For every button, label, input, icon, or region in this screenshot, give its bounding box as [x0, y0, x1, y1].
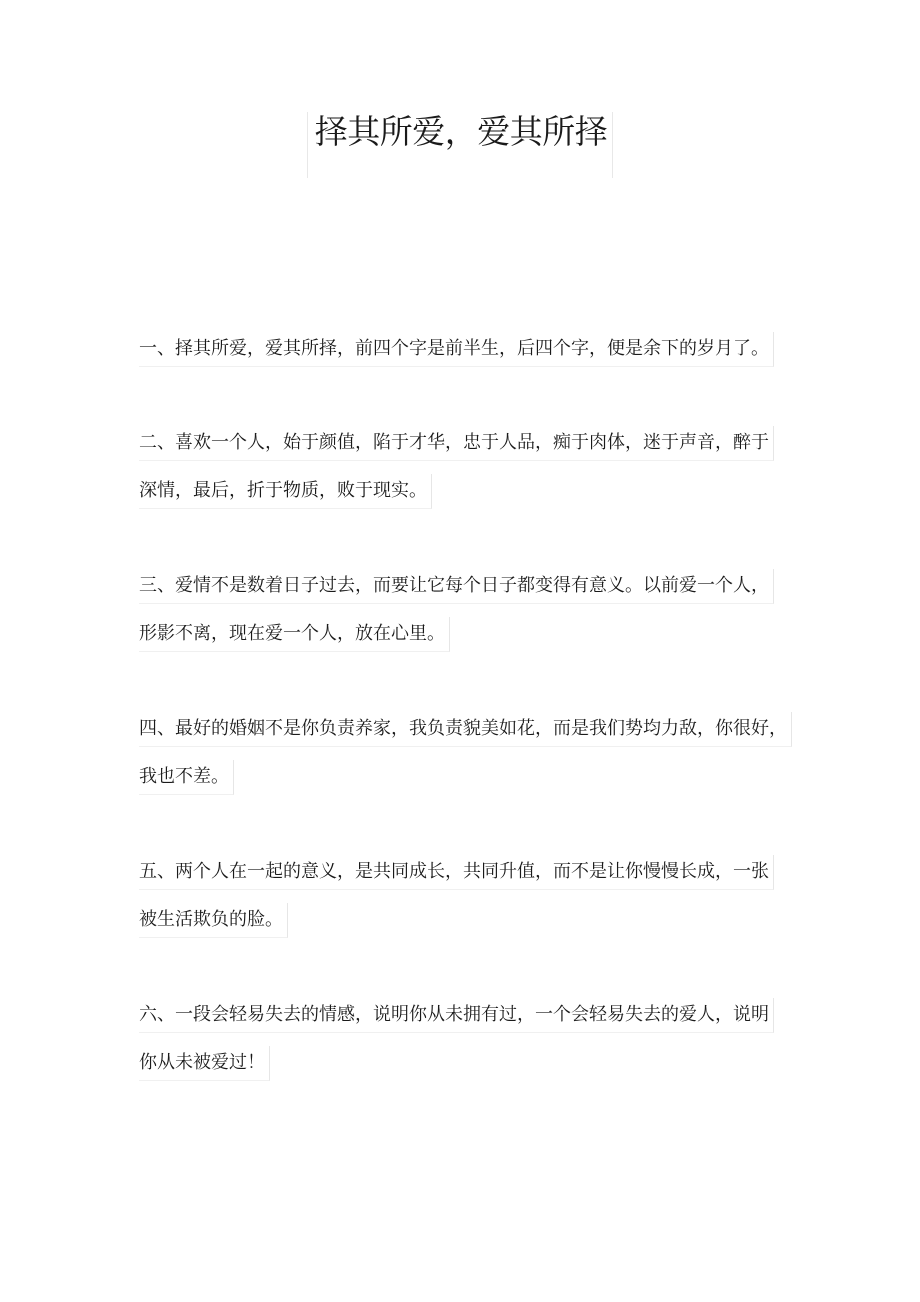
paragraph-3	[139, 562, 799, 658]
paragraph-line: 形影不离，现在爱一个人，放在心里。	[139, 617, 450, 652]
paragraph-1	[139, 325, 799, 373]
paragraph-6	[139, 991, 799, 1087]
paragraph-line: 二、喜欢一个人，始于颜值，陷于才华，忠于人品，痴于肉体，迷于声音，醉于	[139, 426, 774, 461]
paragraph-line: 被生活欺负的脸。	[139, 903, 288, 938]
paragraph-line: 五、两个人在一起的意义，是共同成长，共同升值，而不是让你慢慢长成，一张	[139, 855, 774, 890]
title-box	[307, 112, 613, 178]
paragraph-line: 一、择其所爱，爱其所择，前四个字是前半生，后四个字，便是余下的岁月了。	[139, 332, 774, 367]
page-title: 择其所爱，爱其所择	[314, 112, 608, 151]
paragraph-line: 四、最好的婚姻不是你负责养家，我负责貌美如花，而是我们势均力敌，你很好，	[139, 712, 792, 747]
paragraph-5	[139, 848, 799, 944]
paragraph-line: 三、爱情不是数着日子过去，而要让它每个日子都变得有意义。以前爱一个人，	[139, 569, 774, 604]
paragraph-line: 你从未被爱过！	[139, 1046, 270, 1081]
paragraph-line: 我也不差。	[139, 760, 234, 795]
paragraph-line: 深情，最后，折于物质，败于现实。	[139, 474, 432, 509]
paragraph-line: 六、一段会轻易失去的情感，说明你从未拥有过，一个会轻易失去的爱人，说明	[139, 998, 774, 1033]
paragraph-2	[139, 419, 799, 515]
paragraph-4	[139, 705, 799, 801]
